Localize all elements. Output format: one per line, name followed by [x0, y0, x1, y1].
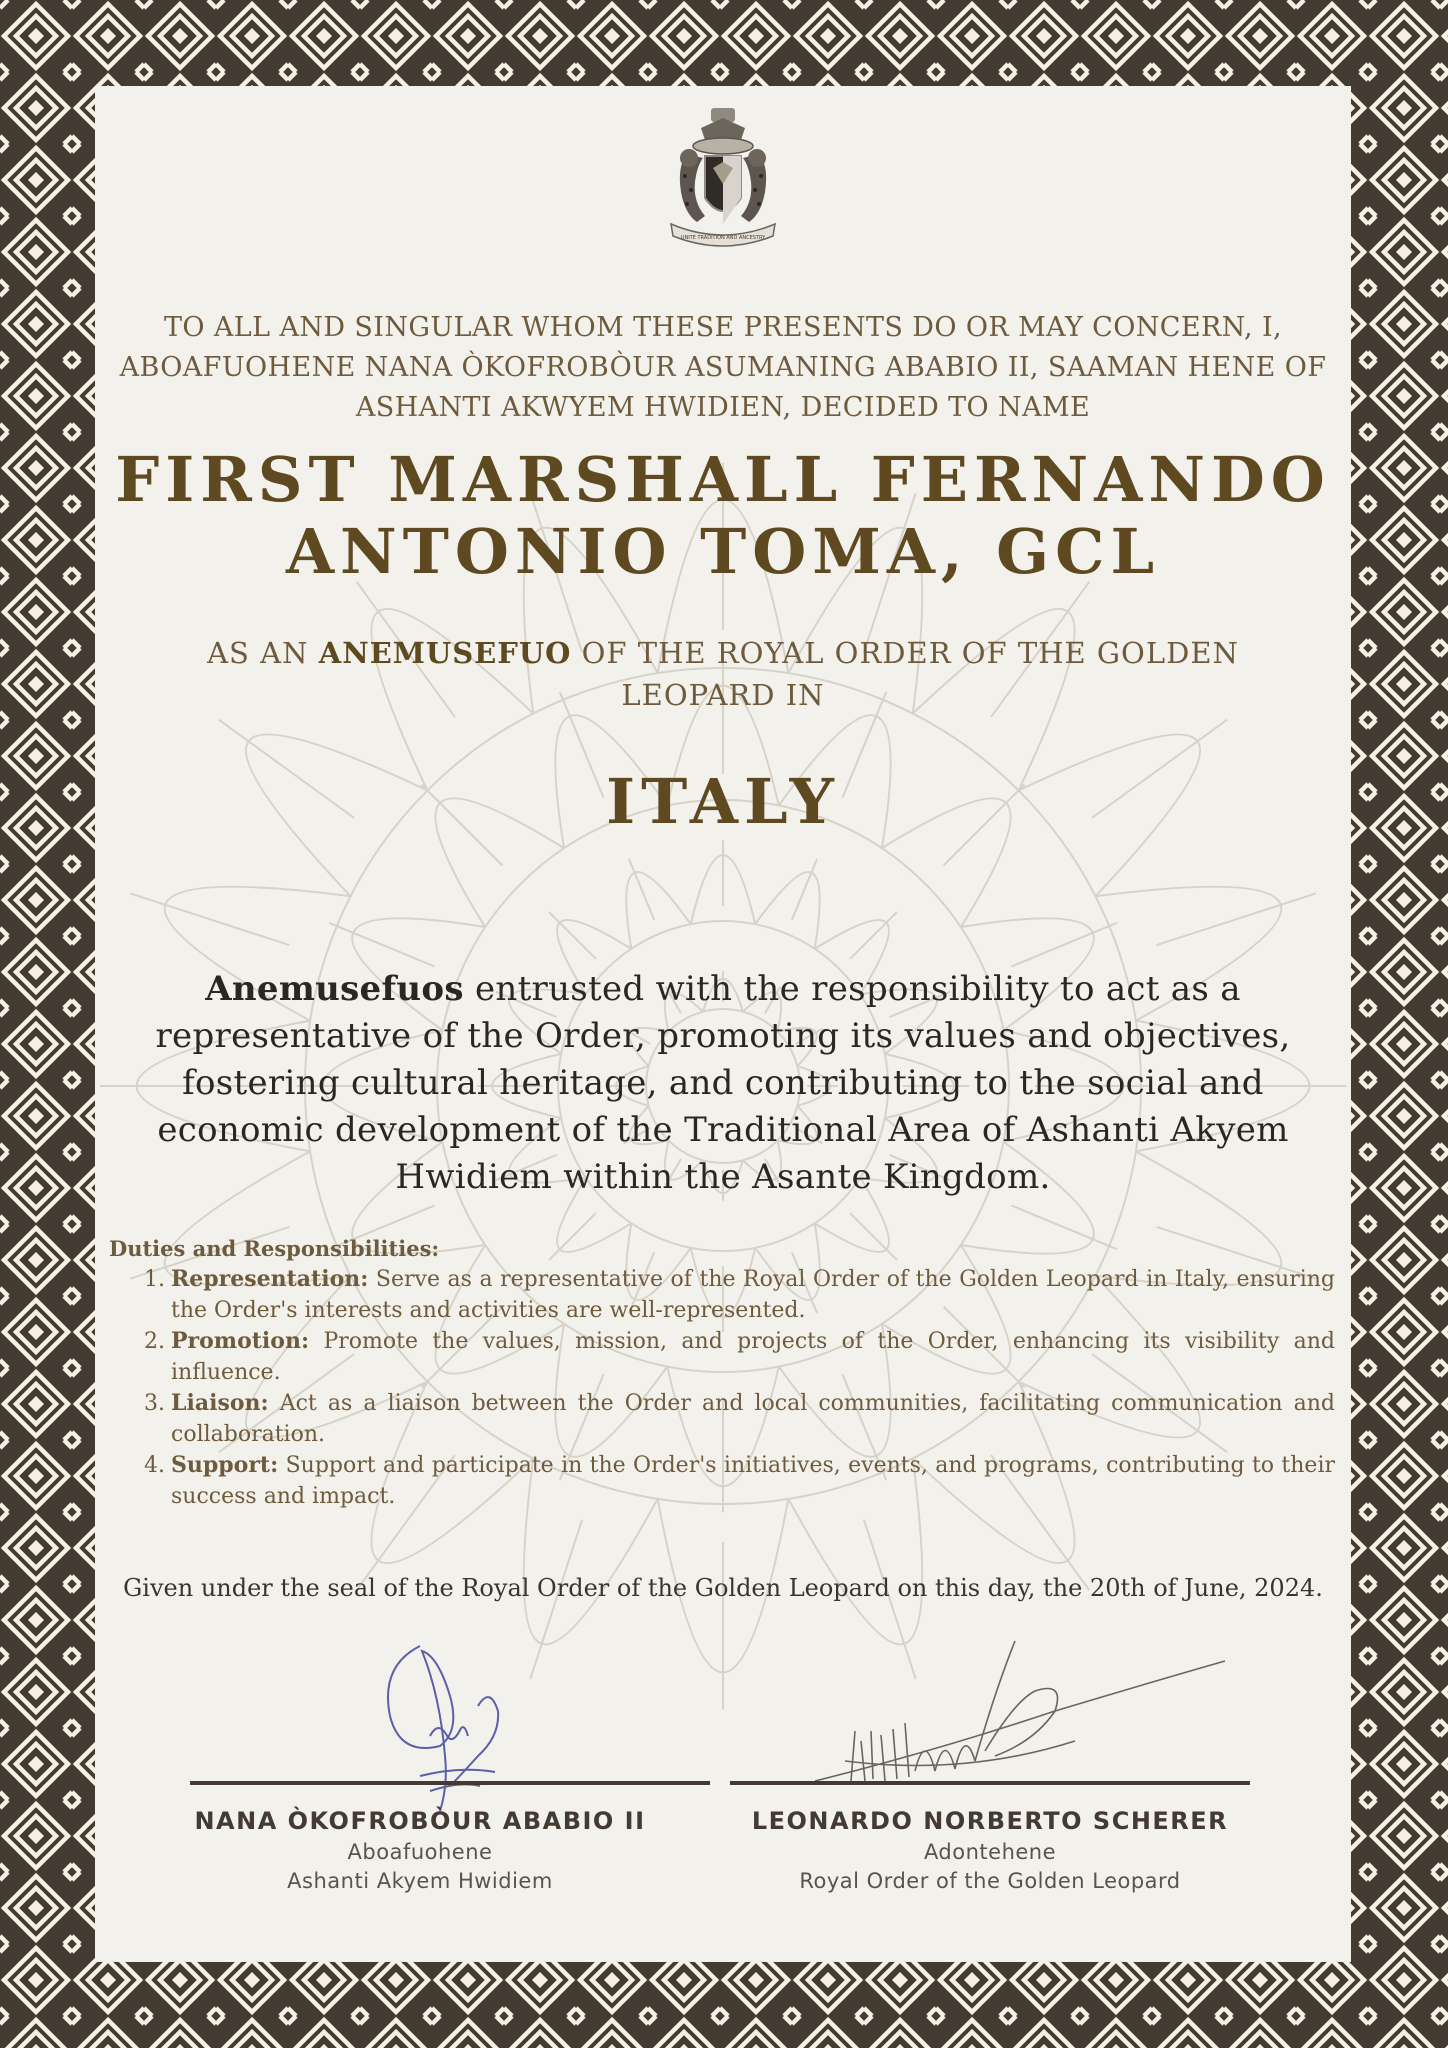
signature-right — [815, 1631, 1235, 1791]
duty-number: 4. — [144, 1453, 165, 1478]
signatory-title: Adontehene — [923, 1840, 1057, 1864]
duty-item — [109, 1264, 1335, 1326]
duty-description: Serve as a representative of the Royal Order of the Golden Leopard in Italy, ensuring the Order's interests and activities are well-represented. — [171, 1267, 1335, 1323]
given-under-seal-text: Given under the seal of the Royal Order of the Golden Leopard on this day, the 20th of June, 2024. — [123, 1574, 1323, 1602]
signature-line-right — [730, 1781, 1250, 1785]
duty-number: 1. — [144, 1267, 165, 1292]
crest-motto: UNITE TRADITION AND ANCESTRY — [680, 235, 766, 241]
recipient-line-2: ANTONIO TOMA, GCL — [285, 515, 1161, 588]
signatory-organization: Ashanti Akyem Hwidiem — [287, 1869, 553, 1893]
mandate-paragraph — [100, 966, 1346, 1201]
duty-title: Support: — [171, 1452, 279, 1478]
appointment-title: ANEMUSEFUO — [318, 636, 572, 670]
duty-title: Representation: — [171, 1266, 369, 1292]
recipient-name — [95, 444, 1351, 588]
mandate-lead: Anemusefuos — [205, 969, 464, 1009]
duty-title: Promotion: — [171, 1328, 310, 1354]
signature-left — [360, 1626, 540, 1816]
signatory-left — [160, 1804, 680, 1896]
duties-section — [109, 1236, 1335, 1512]
duty-item — [109, 1388, 1335, 1450]
certificate-panel — [95, 86, 1351, 1962]
duty-item — [109, 1450, 1335, 1512]
recipient-line-1: FIRST MARSHALL FERNANDO — [115, 443, 1331, 516]
signature-line-left — [190, 1781, 710, 1785]
signatory-name: LEONARDO NORBERTO SCHERER — [751, 1807, 1229, 1835]
salutation-text: TO ALL AND SINGULAR WHOM THESE PRESENTS DO OR MAY CONCERN, I, ABOAFUOHENE NANA ÒKOFROBÒUR ASUMANING ABABIO II, SAAMAN HENE OF ASHANTI AKWYEM HWIDIEN, DECIDED TO NAME — [119, 312, 1327, 423]
signatory-right — [730, 1804, 1250, 1896]
duty-title: Liaison: — [171, 1390, 269, 1416]
duty-item — [109, 1326, 1335, 1388]
signatory-name: NANA ÒKOFROBÒUR ABABIO II — [194, 1807, 646, 1835]
duty-description: Act as a liaison between the Order and local communities, facilitating communication and collaboration. — [171, 1391, 1335, 1447]
duty-number: 3. — [144, 1391, 165, 1416]
mandate-text: entrusted with the responsibility to act as a representative of the Order, promoting its values and objectives, fostering cultural heritage, and contributing to the social and economic development of the Traditional Area of Ashanti Akyem Hwidiem within the Asante Kingdom. — [155, 969, 1291, 1197]
duty-description: Promote the values, mission, and projects of the Order, enhancing its visibility and influence. — [171, 1329, 1335, 1385]
duties-heading: Duties and Responsibilities: — [109, 1236, 440, 1261]
signatory-title: Aboafuohene — [347, 1840, 493, 1864]
duty-description: Support and participate in the Order's initiatives, events, and programs, contributing to their success and impact. — [171, 1453, 1335, 1509]
signatory-organization: Royal Order of the Golden Leopard — [799, 1869, 1181, 1893]
duty-number: 2. — [144, 1329, 165, 1354]
appointment-text — [135, 632, 1311, 716]
country-name: ITALY — [606, 765, 840, 838]
appointment-suffix: OF THE ROYAL ORDER OF THE GOLDEN LEOPARD IN — [581, 636, 1239, 712]
coat-of-arms-crest — [663, 106, 783, 256]
appointment-prefix: AS AN — [207, 636, 309, 670]
